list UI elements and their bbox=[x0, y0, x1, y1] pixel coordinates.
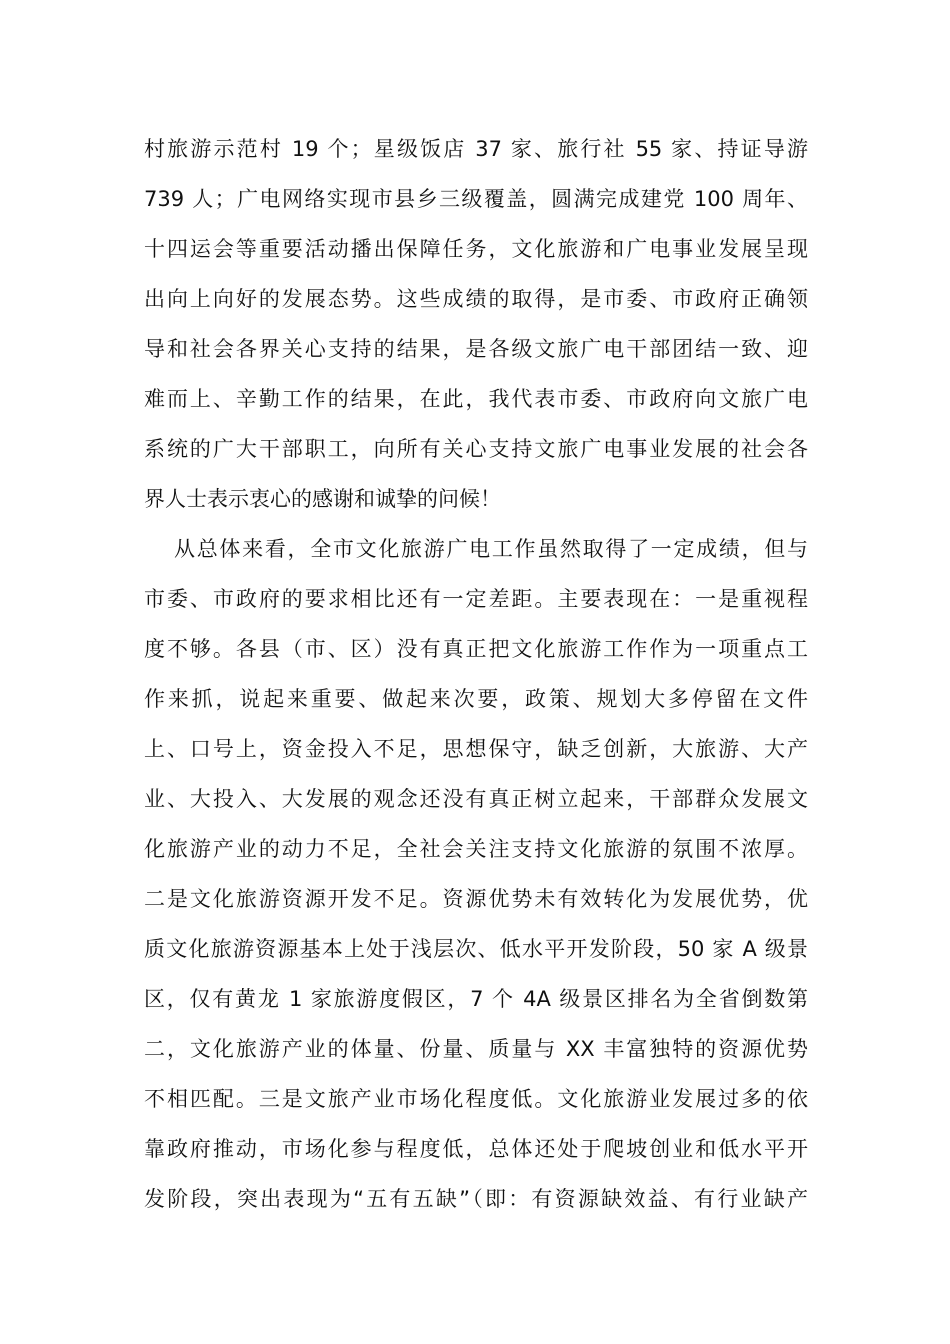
body-text bbox=[144, 124, 808, 1224]
text-line: 系统的广大干部职工，向所有关心支持文旅广电事业发展的社会各 bbox=[144, 437, 808, 461]
text-line: 二是文化旅游资源开发不足。资源优势未有效转化为发展优势，优 bbox=[144, 887, 808, 911]
text-line: 作来抓，说起来重要、做起来次要，政策、规划大多停留在文件 bbox=[144, 687, 808, 711]
paragraph-first-line: 从总体来看，全市文化旅游广电工作虽然取得了一定成绩，但与 bbox=[174, 537, 808, 561]
text-line: 难而上、辛勤工作的结果，在此，我代表市委、市政府向文旅广电 bbox=[144, 387, 808, 411]
text-line: 界人士表示衷心的感谢和诚挚的问候！ bbox=[144, 487, 501, 511]
text-line: 739 人；广电网络实现市县乡三级覆盖，圆满完成建党 100 周年、 bbox=[144, 187, 808, 211]
text-line: 业、大投入、大发展的观念还没有真正树立起来，干部群众发展文 bbox=[144, 787, 808, 811]
text-line: 靠政府推动，市场化参与程度低，总体还处于爬坡创业和低水平开 bbox=[144, 1137, 808, 1161]
text-line: 出向上向好的发展态势。这些成绩的取得，是市委、市政府正确领 bbox=[144, 287, 808, 311]
text-line: 村旅游示范村 19 个；星级饭店 37 家、旅行社 55 家、持证导游 bbox=[144, 137, 808, 161]
text-line: 区，仅有黄龙 1 家旅游度假区，7 个 4A 级景区排名为全省倒数第 bbox=[144, 987, 808, 1011]
text-line: 质文化旅游资源基本上处于浅层次、低水平开发阶段，50 家 A 级景 bbox=[144, 937, 808, 961]
text-line: 上、口号上，资金投入不足，思想保守，缺乏创新，大旅游、大产 bbox=[144, 737, 808, 761]
text-line: 二，文化旅游产业的体量、份量、质量与 XX 丰富独特的资源优势 bbox=[144, 1037, 808, 1061]
text-line: 市委、市政府的要求相比还有一定差距。主要表现在：一是重视程 bbox=[144, 587, 808, 611]
text-line: 度不够。各县（市、区）没有真正把文化旅游工作作为一项重点工 bbox=[144, 637, 808, 661]
text-line: 发阶段，突出表现为“五有五缺”（即：有资源缺效益、有行业缺产 bbox=[144, 1187, 808, 1211]
text-line: 十四运会等重要活动播出保障任务，文化旅游和广电事业发展呈现 bbox=[144, 237, 808, 261]
text-line: 不相匹配。三是文旅产业市场化程度低。文化旅游业发展过多的依 bbox=[144, 1087, 808, 1111]
text-line: 化旅游产业的动力不足，全社会关注支持文化旅游的氛围不浓厚。 bbox=[144, 837, 808, 861]
text-line: 导和社会各界关心支持的结果，是各级文旅广电干部团结一致、迎 bbox=[144, 337, 808, 361]
